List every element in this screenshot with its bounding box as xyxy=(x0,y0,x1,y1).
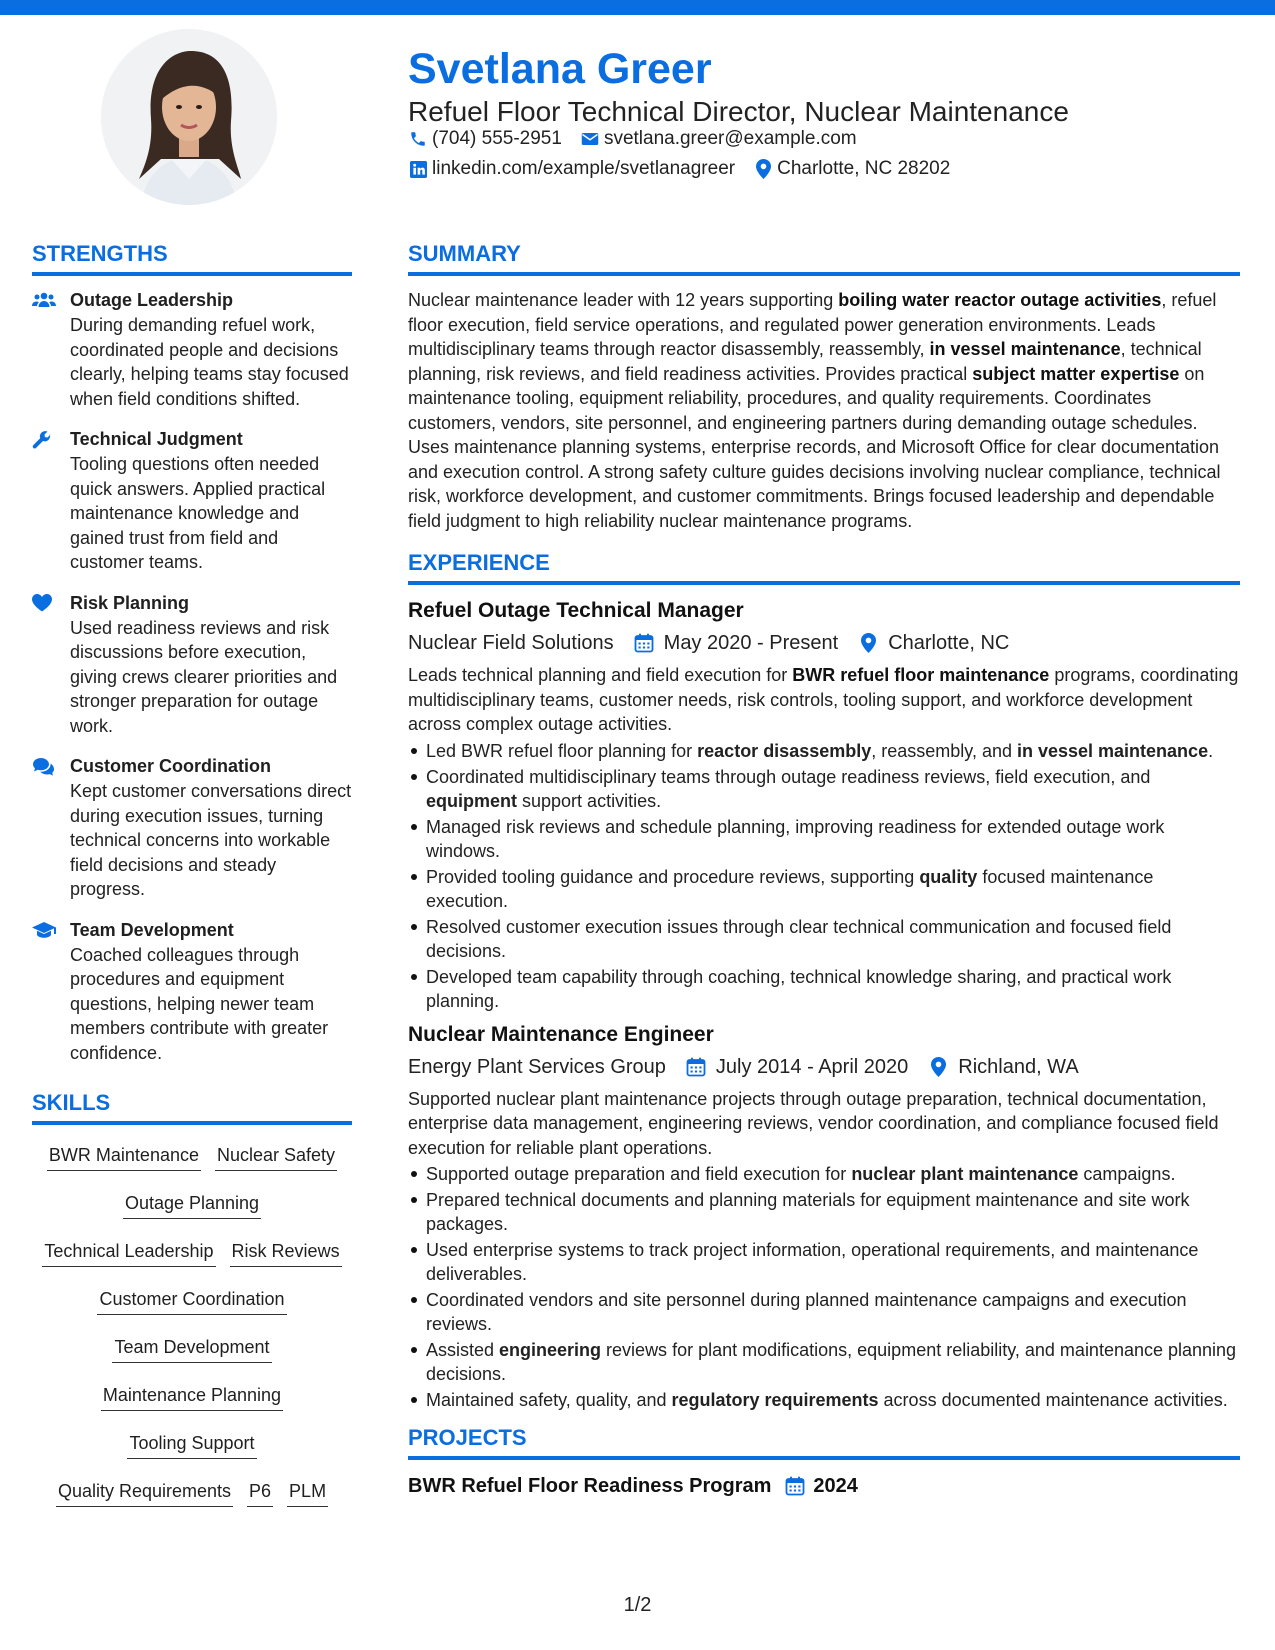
linkedin-icon xyxy=(408,159,428,179)
linkedin-link[interactable]: linkedin.com/example/svetlanagreer xyxy=(432,158,736,179)
project-name: BWR Refuel Floor Readiness Program xyxy=(408,1475,772,1497)
skill-tag: PLM xyxy=(287,1479,328,1507)
skill-tag: Risk Reviews xyxy=(230,1239,342,1267)
strength-description: During demanding refuel work, coordinated people and decisions clearly, helping teams stay focused when field conditions shifted. xyxy=(70,315,349,409)
skill-tag: Maintenance Planning xyxy=(101,1383,283,1411)
skills-heading: SKILLS xyxy=(32,1089,352,1125)
strength-item xyxy=(32,754,352,902)
map-pin-icon xyxy=(856,631,880,655)
emphasis-text: in vessel maintenance xyxy=(929,339,1121,359)
envelope-icon xyxy=(580,129,600,149)
emphasis-text: equipment xyxy=(426,790,518,811)
skills-list xyxy=(32,1137,352,1521)
users-icon xyxy=(32,288,70,411)
text-segment: support activities. xyxy=(517,790,662,811)
skill-tag: Outage Planning xyxy=(123,1191,261,1219)
emphasis-text: in vessel maintenance xyxy=(1016,740,1209,761)
text-segment: Nuclear maintenance leader with 12 years supporting xyxy=(408,290,839,310)
text-segment: . xyxy=(1208,740,1214,761)
job-company: Energy Plant Services Group xyxy=(408,1055,666,1078)
text-segment: campaigns. xyxy=(1078,1164,1176,1184)
emphasis-text: boiling water reactor outage activities xyxy=(838,290,1162,310)
strength-description: Kept customer conversations direct during execution issues, turning technical concerns into workable field decisions and steady progress. xyxy=(70,781,352,899)
emphasis-text: reactor disassembly xyxy=(697,740,872,761)
strength-item xyxy=(32,427,352,575)
phone-text[interactable]: (704) 555-2951 xyxy=(432,128,562,149)
job-location: Richland, WA xyxy=(958,1055,1079,1078)
job-bullets xyxy=(408,739,1240,1013)
text-segment: Supported nuclear plant maintenance projects through outage preparation, technical documentation, enterprise data management, engineering reviews, vendor coordination, and compliance focused field execution for reliable plant operations. xyxy=(408,1088,1219,1158)
emphasis-text: engineering xyxy=(499,1340,602,1360)
text-segment: , technical planning, risk reviews, and field readiness activities. Provides practical xyxy=(408,339,1202,384)
experience-heading: EXPERIENCE xyxy=(408,549,1240,585)
skill-tag: Team Development xyxy=(112,1335,271,1363)
job-meta xyxy=(408,629,1240,657)
job-intro xyxy=(408,1087,1240,1161)
strength-title: Customer Coordination xyxy=(70,756,271,776)
job-meta xyxy=(408,1053,1240,1081)
bullet-item xyxy=(408,1288,1240,1336)
strength-title: Outage Leadership xyxy=(70,290,234,310)
job-dates: July 2014 - April 2020 xyxy=(715,1055,909,1078)
project-item xyxy=(408,1472,1240,1500)
calendar-icon xyxy=(632,631,656,655)
emphasis-text: BWR refuel floor maintenance xyxy=(792,665,1050,685)
bullet-item xyxy=(408,1338,1240,1386)
left-column xyxy=(32,240,352,1521)
text-segment: Provided tooling guidance and procedure reviews, supporting xyxy=(426,866,920,887)
strengths-heading: STRENGTHS xyxy=(32,240,352,276)
text-segment: on maintenance tooling, equipment reliability, procedures, and quality requirements. Coordinates customers, vendors, site personnel, and engineering partners during demanding outage schedules. Uses maintenance planning systems, enterprise records, and Microsoft Office for clear documentation and execution control. A strong safety culture guides decisions involving nuclear compliance, technical risk, workforce development, and customer commitments. Brings focused leadership and dependable field judgment to high reliability nuclear maintenance programs. xyxy=(408,363,1221,531)
job-title: Nuclear Maintenance Engineer xyxy=(408,1022,714,1046)
location-text: Charlotte, NC 28202 xyxy=(777,158,951,179)
text-segment: Assisted xyxy=(426,1340,500,1360)
text-segment: Leads technical planning and field execution for xyxy=(408,665,793,685)
job-bullets xyxy=(408,1162,1240,1412)
text-segment: across documented maintenance activities. xyxy=(878,1390,1228,1410)
text-segment: , reassembly, and xyxy=(871,740,1017,761)
job-title: Refuel Outage Technical Manager xyxy=(408,599,744,622)
strength-description: Coached colleagues through procedures and equipment questions, helping newer team members contribute with greater confidence. xyxy=(70,944,329,1063)
text-segment: Coordinated multidisciplinary teams through outage readiness reviews, field execution, and xyxy=(426,766,1151,787)
experience-list xyxy=(408,597,1240,1412)
text-segment: Supported outage preparation and field execution for xyxy=(426,1164,852,1184)
heart-icon xyxy=(32,591,70,739)
skill-tag: BWR Maintenance xyxy=(47,1143,201,1171)
profile-photo xyxy=(101,29,277,205)
candidate-title: Refuel Floor Technical Director, Nuclear Maintenance xyxy=(408,96,1069,127)
bullet-item xyxy=(408,965,1240,1013)
skill-tag: Technical Leadership xyxy=(42,1239,215,1267)
right-column xyxy=(408,240,1240,1500)
text-segment: Coordinated vendors and site personnel during planned maintenance campaigns and execution reviews. xyxy=(426,1290,1187,1334)
skill-tag: Quality Requirements xyxy=(56,1479,233,1507)
strength-description: Tooling questions often needed quick answers. Applied practical maintenance knowledge and gained trust from field and customer teams. xyxy=(70,454,326,572)
job-company: Nuclear Field Solutions xyxy=(408,632,614,654)
summary-heading: SUMMARY xyxy=(408,240,1240,276)
text-segment: Led BWR refuel floor planning for xyxy=(426,740,698,761)
emphasis-text: regulatory requirements xyxy=(671,1390,879,1410)
strengths-list xyxy=(32,288,352,1065)
summary-text xyxy=(408,288,1240,533)
skill-tag: Tooling Support xyxy=(127,1431,256,1459)
wrench-icon xyxy=(32,427,70,575)
bullet-item xyxy=(408,765,1240,813)
job-entry xyxy=(408,1021,1240,1413)
bullet-item xyxy=(408,1188,1240,1236)
graduation-cap-icon xyxy=(32,918,70,1066)
bullet-item xyxy=(408,1238,1240,1286)
bullet-item xyxy=(408,1162,1240,1186)
strength-title: Team Development xyxy=(70,919,234,940)
strength-item xyxy=(32,288,352,411)
text-segment: Maintained safety, quality, and xyxy=(426,1390,672,1410)
strength-title: Risk Planning xyxy=(70,592,190,613)
calendar-icon xyxy=(783,1474,807,1498)
bullet-item xyxy=(408,915,1240,963)
skill-tag: Customer Coordination xyxy=(97,1287,286,1315)
text-segment: Prepared technical documents and planning materials for equipment maintenance and site work packages. xyxy=(426,1190,1190,1234)
bullet-item xyxy=(408,739,1240,763)
page-indicator: 1/2 xyxy=(623,1594,652,1616)
top-accent-bar xyxy=(0,0,1275,15)
strength-description: Used readiness reviews and risk discussions before execution, giving crews clearer priorities and stronger preparation for outage work. xyxy=(70,617,338,736)
text-segment: programs, coordinating multidisciplinary teams, customer needs, risk controls, tooling support, and workforce development across complex outage activities. xyxy=(408,665,1239,734)
emphasis-text: subject matter expertise xyxy=(972,363,1180,384)
job-location: Charlotte, NC xyxy=(888,632,1010,654)
map-pin-icon xyxy=(926,1055,950,1079)
strength-item xyxy=(32,918,352,1066)
text-segment: Developed team capability through coaching, technical knowledge sharing, and practical work planning. xyxy=(426,966,1172,1011)
strength-item xyxy=(32,591,352,739)
projects-heading: PROJECTS xyxy=(408,1424,1240,1460)
email-link[interactable]: svetlana.greer@example.com xyxy=(603,128,857,149)
bullet-item xyxy=(408,865,1240,913)
skill-tag: P6 xyxy=(247,1479,273,1507)
text-segment: focused maintenance execution. xyxy=(426,866,1154,911)
text-segment: Used enterprise systems to track project information, operational requirements, and maintenance deliverables. xyxy=(426,1240,1199,1284)
candidate-name: Svetlana Greer xyxy=(408,45,712,93)
text-segment: , refuel floor execution, field service operations, and regulated power generation environments. Leads multidisciplinary teams through reactor disassembly, reassembly, xyxy=(408,290,1217,359)
job-intro xyxy=(408,663,1240,737)
bullet-item xyxy=(408,815,1240,863)
strength-title: Technical Judgment xyxy=(70,429,243,449)
phone-icon xyxy=(408,129,428,149)
chat-icon xyxy=(32,754,70,902)
emphasis-text: quality xyxy=(919,866,978,887)
emphasis-text: nuclear plant maintenance xyxy=(851,1164,1079,1184)
job-dates: May 2020 - Present xyxy=(663,632,839,654)
projects-list xyxy=(408,1472,1240,1500)
job-entry xyxy=(408,597,1240,1013)
text-segment: reviews for plant modifications, equipment reliability, and maintenance planning decisions. xyxy=(426,1340,1237,1384)
project-year: 2024 xyxy=(813,1475,858,1497)
text-segment: Resolved customer execution issues through clear technical communication and focused field decisions. xyxy=(426,916,1172,961)
text-segment: Managed risk reviews and schedule planning, improving readiness for extended outage work windows. xyxy=(426,816,1165,861)
skill-tag: Nuclear Safety xyxy=(215,1143,337,1171)
bullet-item xyxy=(408,1388,1240,1412)
contact-row-1 xyxy=(408,127,857,151)
map-pin-icon xyxy=(753,159,773,179)
calendar-icon xyxy=(684,1055,708,1079)
contact-row-2 xyxy=(408,157,950,181)
